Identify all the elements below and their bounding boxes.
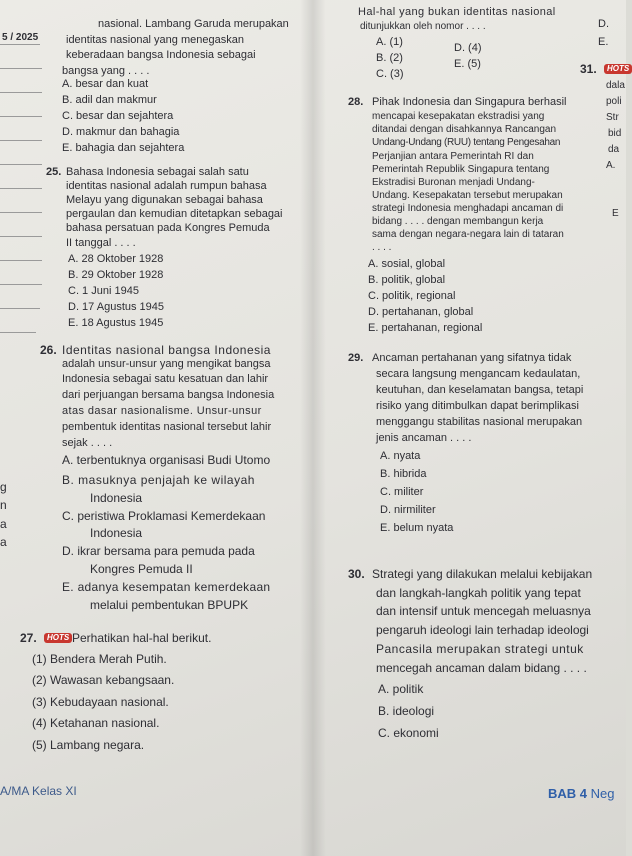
q26-line: pembentuk identitas nasional tersebut lahir — [62, 421, 272, 433]
margin-fragment: n — [0, 498, 7, 512]
q25-option: E. 18 Agustus 1945 — [68, 317, 164, 329]
q26-option: B. masuknya penjajah ke wilayah — [62, 473, 255, 487]
q26-line: Indonesia sebagai satu kesatuan dan lahir — [62, 373, 269, 385]
q26-option-cont: melalui pembentukan BPUPK — [90, 598, 249, 612]
q28-line: strategi Indonesia menghadapi ancaman di — [372, 203, 564, 214]
edge-q31-number: 31. — [580, 62, 597, 76]
q27-line: ditunjukkan oleh nomor . . . . — [360, 21, 486, 32]
q24-option: B. adil dan makmur — [62, 94, 157, 106]
q28-line: Pihak Indonesia dan Singapura berhasil — [372, 96, 567, 108]
q29-option: E. belum nyata — [380, 522, 454, 534]
edge-fragment: E — [612, 208, 619, 219]
page-code: 5 / 2025 — [2, 32, 39, 43]
margin-fragment: a — [0, 535, 7, 549]
q30-line: mencegah ancaman dalam bidang . . . . — [376, 661, 587, 675]
q27-line: Hal-hal yang bukan identitas nasional — [358, 6, 556, 18]
q27-item: (2) Wawasan kebangsaan. — [32, 673, 175, 687]
margin-rule — [0, 44, 40, 45]
margin-rule — [0, 116, 42, 117]
q24-option: D. makmur dan bahagia — [62, 126, 180, 138]
q26-option-cont: Kongres Pemuda II — [90, 562, 193, 576]
q25-line: identitas nasional adalah rumpun bahasa — [66, 180, 267, 192]
q30-line: Pancasila merupakan strategi untuk — [376, 642, 584, 656]
margin-fragment: a — [0, 517, 7, 531]
margin-rule — [0, 308, 40, 309]
q29-option: A. nyata — [380, 450, 421, 462]
q29-line: jenis ancaman . . . . — [376, 432, 472, 444]
q29-option: C. militer — [380, 486, 424, 498]
q27-item: (1) Bendera Merah Putih. — [32, 652, 167, 666]
q26-option: E. adanya kesempatan kemerdekaan — [62, 580, 271, 594]
q28-option: C. politik, regional — [368, 290, 456, 302]
q28-option: E. pertahanan, regional — [368, 322, 483, 334]
q24-line: nasional. Lambang Garuda merupakan — [98, 18, 289, 30]
footer-bab: BAB 4 — [548, 786, 588, 801]
edge-fragment: bid — [608, 128, 622, 139]
q30-line: dan intensif untuk mencegah meluasnya — [376, 604, 591, 618]
q30-line: dan langkah-langkah politik yang tepat — [376, 586, 581, 600]
q26-line: dari perjuangan bersama bangsa Indonesia — [62, 389, 275, 401]
q28-line: Ekstradisi Buronan menjadi Undang- — [372, 177, 535, 188]
q27-option: C. (3) — [376, 68, 404, 80]
margin-fragment: g — [0, 480, 7, 494]
q29-line: Ancaman pertahanan yang sifatnya tidak — [372, 352, 572, 364]
q26-line: adalah unsur-unsur yang mengikat bangsa — [62, 358, 271, 370]
q28-line: ditandai dengan disahkannya Rancangan — [372, 124, 557, 135]
margin-rule — [0, 92, 42, 93]
margin-rule — [0, 68, 42, 69]
hots-badge: HOTS — [44, 633, 72, 643]
q24-line: bangsa yang . . . . — [62, 65, 150, 77]
q29-line: risiko yang ditimbulkan dapat berimplikasi — [376, 400, 579, 412]
margin-rule — [0, 260, 42, 261]
q25-line: II tanggal . . . . — [66, 237, 136, 249]
q24-line: keberadaan bangsa Indonesia sebagai — [66, 49, 256, 61]
q28-line: Undang. Kesepakatan tersebut merupakan — [372, 190, 563, 201]
margin-rule — [0, 164, 42, 165]
q26-option-cont: Indonesia — [90, 491, 143, 505]
q27-option: D. (4) — [454, 42, 482, 54]
margin-rule — [0, 284, 42, 285]
q28-option: B. politik, global — [368, 274, 446, 286]
q25-option: D. 17 Agustus 1945 — [68, 301, 165, 313]
q27-stem: Perhatikan hal-hal berikut. — [72, 631, 212, 645]
q27-option: E. (5) — [454, 58, 481, 70]
q27-item: (4) Ketahanan nasional. — [32, 716, 160, 730]
edge-fragment: dala — [606, 80, 625, 91]
q28-line: sama dengan negara-negara lain di tataran — [372, 229, 564, 240]
edge-fragment: Str — [606, 112, 619, 123]
q30-option: A. politik — [378, 682, 424, 696]
q29-option: B. hibrida — [380, 468, 427, 480]
q29-line: secara langsung mengancam kedaulatan, — [376, 368, 581, 380]
q28-number: 28. — [348, 96, 364, 108]
q30-line: Strategi yang dilakukan melalui kebijakan — [372, 567, 593, 581]
margin-rule — [0, 332, 36, 333]
q30-number: 30. — [348, 567, 365, 581]
q25-number: 25. — [46, 166, 62, 178]
footer-word: Neg — [590, 786, 615, 801]
edge-option-e: E. — [598, 36, 609, 48]
q24-option: A. besar dan kuat — [62, 78, 149, 90]
q28-option: A. sosial, global — [368, 258, 446, 270]
q26-option: D. ikrar bersama para pemuda pada — [62, 544, 255, 558]
hots-badge: HOTS — [604, 64, 632, 74]
q27-option: B. (2) — [376, 52, 403, 64]
edge-fragment: da — [608, 144, 620, 155]
q29-line: keutuhan, dan keselamatan bangsa, tetapi — [376, 384, 584, 396]
q29-line: menggangu stabilitas nasional merupakan — [376, 416, 583, 428]
q30-line: pengaruh ideologi lain terhadap ideologi — [376, 623, 589, 637]
q26-number: 26. — [40, 343, 57, 357]
edge-option-d: D. — [598, 18, 609, 30]
q25-line: bahasa persatuan pada Kongres Pemuda — [66, 222, 270, 234]
footer-class: A/MA Kelas XI — [0, 784, 77, 798]
q26-line: Identitas nasional bangsa Indonesia — [62, 343, 271, 357]
q26-line: atas dasar nasionalisme. Unsur-unsur — [62, 405, 262, 417]
q30-option: C. ekonomi — [378, 726, 439, 740]
q25-option: B. 29 Oktober 1928 — [68, 269, 164, 281]
q27-option: A. (1) — [376, 36, 403, 48]
margin-rule — [0, 212, 42, 213]
edge-fragment: poli — [606, 96, 622, 107]
q24-option: E. bahagia dan sejahtera — [62, 142, 185, 154]
q28-option: D. pertahanan, global — [368, 306, 474, 318]
edge-fragment: A. — [606, 160, 616, 171]
q28-line: . . . . — [372, 242, 392, 253]
q28-line: bidang . . . . dengan membangun kerja — [372, 216, 544, 227]
q28-line: mencapai kesepakatan ekstradisi yang — [372, 111, 545, 122]
q27-item: (3) Kebudayaan nasional. — [32, 695, 169, 709]
q25-option: A. 28 Oktober 1928 — [68, 253, 164, 265]
footer-chapter — [548, 786, 615, 801]
q29-option: D. nirmiliter — [380, 504, 436, 516]
q26-option: C. peristiwa Proklamasi Kemerdekaan — [62, 509, 266, 523]
q30-option: B. ideologi — [378, 704, 435, 718]
q25-line: Melayu yang digunakan sebagai bahasa — [66, 194, 263, 206]
q27-number: 27. — [20, 631, 37, 645]
q26-option: A. terbentuknya organisasi Budi Utomo — [62, 453, 271, 467]
margin-rule — [0, 236, 42, 237]
q25-option: C. 1 Juni 1945 — [68, 285, 139, 297]
q25-line: pergaulan dan kemudian ditetapkan sebagai — [66, 208, 283, 220]
q26-line: sejak . . . . — [62, 437, 113, 449]
q28-line: Undang-Undang (RUU) tentang Pengesahan — [372, 137, 561, 148]
q29-number: 29. — [348, 352, 364, 364]
q28-line: Pemerintah Republik Singapura tentang — [372, 164, 550, 175]
q26-option-cont: Indonesia — [90, 526, 143, 540]
q25-line: Bahasa Indonesia sebagai salah satu — [66, 166, 249, 178]
margin-rule — [0, 140, 42, 141]
margin-rule — [0, 188, 42, 189]
q24-option: C. besar dan sejahtera — [62, 110, 174, 122]
q27-item: (5) Lambang negara. — [32, 738, 145, 752]
q28-line: Perjanjian antara Pemerintah RI dan — [372, 151, 534, 162]
q24-line: identitas nasional yang menegaskan — [66, 34, 244, 46]
